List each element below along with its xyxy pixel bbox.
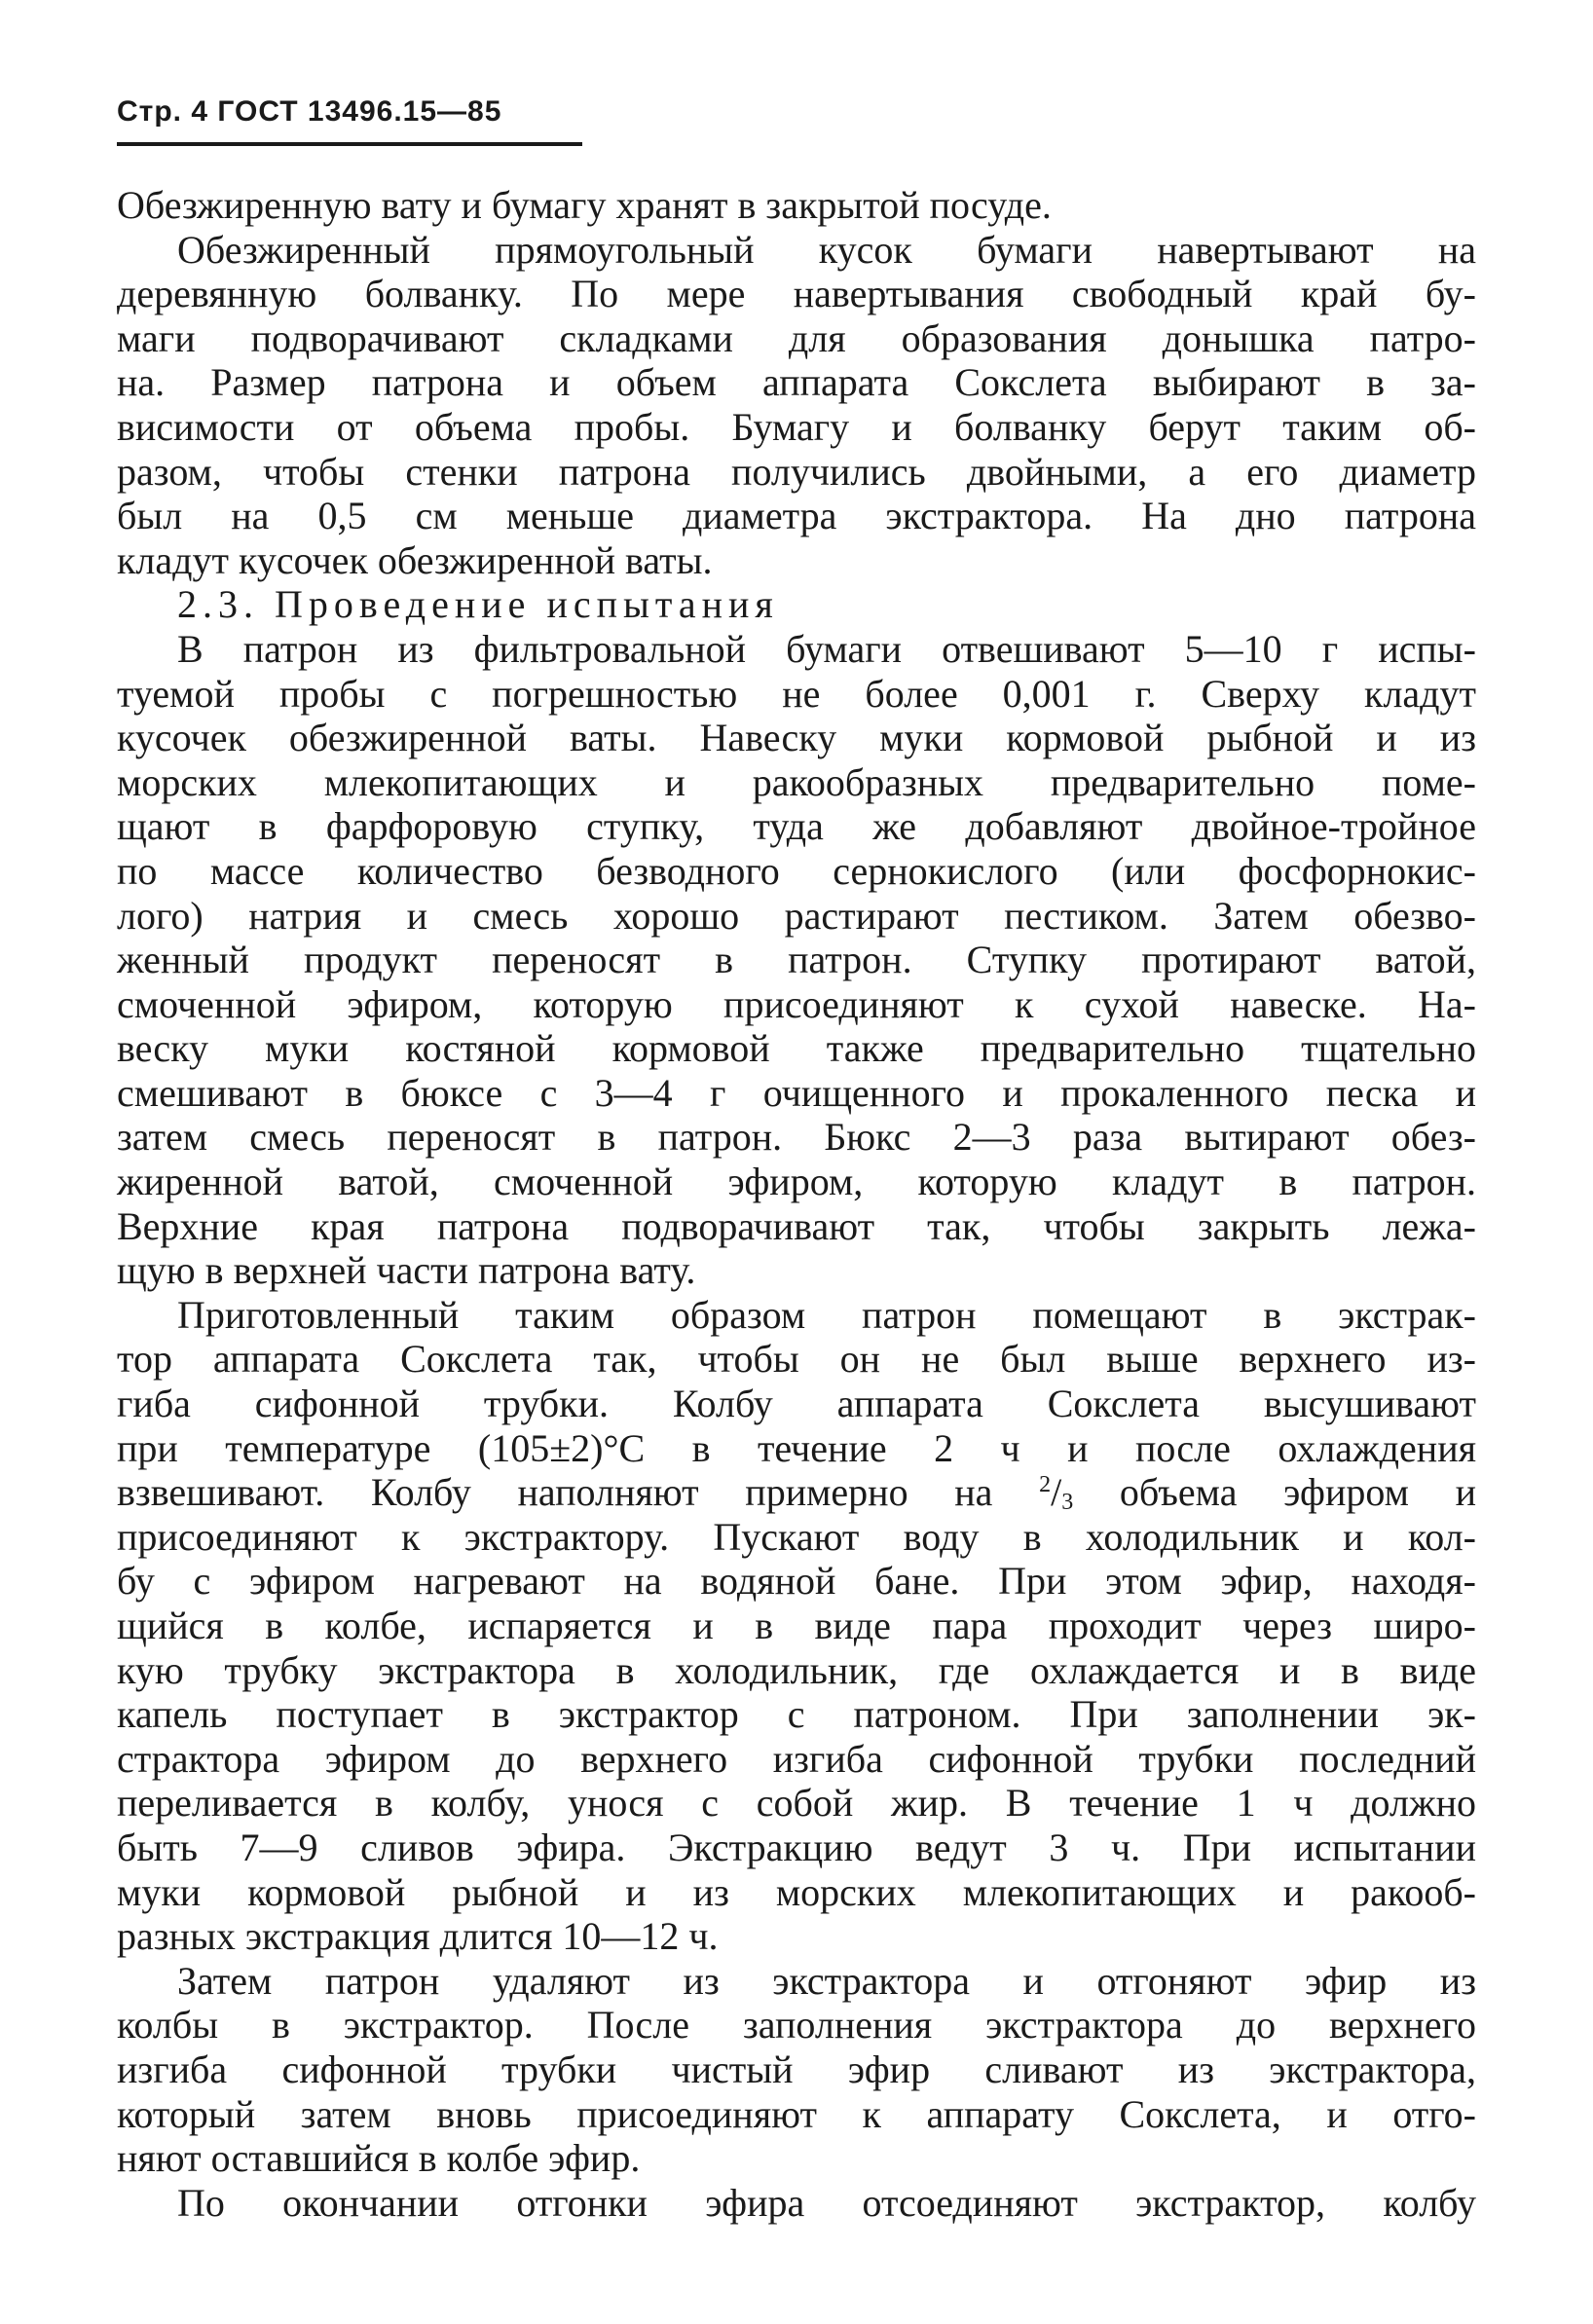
text-line: переливается в колбу, унося с собой жир. В течение 1 ч должно <box>117 1781 1476 1826</box>
text-fragment: взвешивают. Колбу наполняют примерно на <box>117 1470 1040 1515</box>
text-line: висимости от объема пробы. Бумагу и болванку берут таким об- <box>117 404 1476 449</box>
text-line: на. Размер патрона и объем аппарата Сокслета выбирают в за- <box>117 360 1476 405</box>
text-line: Обезжиренный прямоугольный кусок бумаги навертывают на <box>177 227 1476 272</box>
text-line: изгиба сифонной трубки чистый эфир сливают из экстрактора, <box>117 2047 1476 2091</box>
text-line: Приготовленный таким образом патрон помещают в экстрак- <box>177 1292 1476 1337</box>
text-line: щую в верхней части патрона вату. <box>117 1248 696 1293</box>
text-line: маги подворачивают складками для образования донышка патро- <box>117 315 1476 360</box>
text-line: колбы в экстрактор. После заполнения экстрактора до верхнего <box>117 2003 1476 2047</box>
text-line-with-fraction <box>117 1470 1476 1515</box>
text-line: смешивают в бюксе с 3—4 г очищенного и прокаленного песка и <box>117 1070 1476 1115</box>
text-line: По окончании отгонки эфира отсоединяют экстрактор, колбу <box>177 2180 1476 2225</box>
text-line: деревянную болванку. По мере навертывания свободный край бу- <box>117 272 1476 316</box>
text-line: веску муки костяной кормовой также предварительно тщательно <box>117 1026 1476 1071</box>
text-line: кладут кусочек обезжиренной ваты. <box>117 537 713 582</box>
fraction-denominator: 3 <box>1061 1490 1074 1516</box>
text-line: щают в фарфоровую ступку, туда же добавляют двойное-тройное <box>117 804 1476 849</box>
text-line: женный продукт переносят в патрон. Ступку протирают ватой, <box>117 938 1476 982</box>
text-line: лого) натрия и смесь хорошо растирают пестиком. Затем обезво- <box>117 893 1476 938</box>
fraction-numerator: 2 <box>1039 1472 1052 1498</box>
text-line: жиренной ватой, смоченной эфиром, которую кладут в патрон. <box>117 1160 1476 1204</box>
text-line: затем смесь переносят в патрон. Бюкс 2—3 раза вытирают обез- <box>117 1115 1476 1160</box>
text-line: Затем патрон удаляют из экстрактора и отгоняют эфир из <box>177 1958 1476 2003</box>
text-line: туемой пробы с погрешностью не более 0,001 г. Сверху кладут <box>117 671 1476 716</box>
text-line: Верхние края патрона подворачивают так, чтобы закрыть лежа- <box>117 1203 1476 1248</box>
text-line: тор аппарата Сокслета так, чтобы он не был выше верхнего из- <box>117 1337 1476 1382</box>
text-line: быть 7—9 сливов эфира. Экстракцию ведут 3 ч. При испытании <box>117 1825 1476 1869</box>
text-line: Обезжиренную вату и бумагу хранят в закрытой посуде. <box>117 183 1052 227</box>
text-line: смоченной эфиром, которую присоединяют к сухой навеске. На- <box>117 981 1476 1026</box>
body-text <box>117 183 1476 2225</box>
text-line: разных экстракция длится 10—12 ч. <box>117 1914 719 1959</box>
text-line: няют оставшийся в колбе эфир. <box>117 2136 641 2181</box>
text-line: щийся в колбе, испаряется и в виде пара проходит через широ- <box>117 1604 1476 1647</box>
header-rule <box>117 142 582 146</box>
text-line: кусочек обезжиренной ваты. Навеску муки кормовой рыбной и из <box>117 716 1476 760</box>
section-heading: 2.3. Проведение испытания <box>177 582 779 627</box>
fraction-two-thirds: $^2/_3$ <box>1039 1470 1074 1516</box>
text-line: страктора эфиром до верхнего изгиба сифонной трубки последний <box>117 1736 1476 1781</box>
text-line: присоединяют к экстрактору. Пускают воду в холодильник и кол- <box>117 1514 1476 1559</box>
text-line: морских млекопитающих и ракообразных предварительно поме- <box>117 759 1476 804</box>
text-line: при температуре (105±2)°С в течение 2 ч и после охлаждения <box>117 1425 1476 1470</box>
text-line: муки кормовой рыбной и из морских млекопитающих и ракооб- <box>117 1869 1476 1914</box>
text-line: разом, чтобы стенки патрона получились двойными, а его диаметр <box>117 449 1476 494</box>
text-line: В патрон из фильтровальной бумаги отвешивают 5—10 г испы- <box>177 626 1476 671</box>
text-fragment: объема эфиром и <box>1119 1470 1477 1515</box>
text-line: по массе количество безводного сернокислого (или фосфорнокис- <box>117 848 1476 893</box>
text-line: который затем вновь присоединяют к аппарату Сокслета, и отго- <box>117 2091 1476 2136</box>
page-header: Стр. 4 ГОСТ 13496.15—85 <box>117 95 502 128</box>
text-line: бу с эфиром нагревают на водяной бане. При этом эфир, находя- <box>117 1559 1476 1604</box>
text-line: капель поступает в экстрактор с патроном. При заполнении эк- <box>117 1692 1476 1737</box>
text-line: кую трубку экстрактора в холодильник, где охлаждается и в виде <box>117 1647 1476 1692</box>
text-line: был на 0,5 см меньше диаметра экстрактора. На дно патрона <box>117 494 1476 538</box>
text-line: гиба сифонной трубки. Колбу аппарата Сокслета высушивают <box>117 1382 1476 1426</box>
